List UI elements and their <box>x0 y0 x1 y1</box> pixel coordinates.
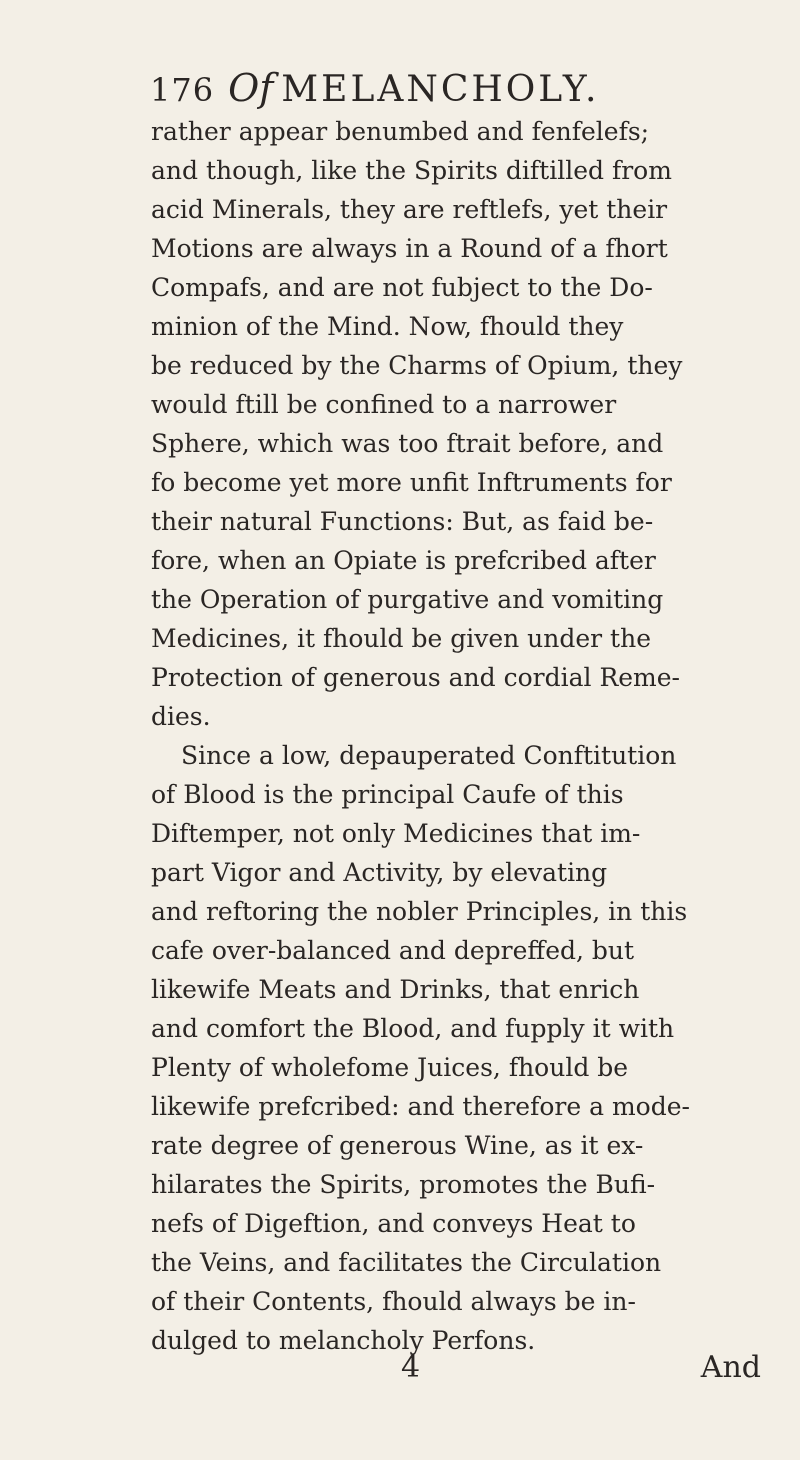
text-line: would ftill be confined to a narrower <box>151 390 617 419</box>
page-footer <box>151 1350 761 1410</box>
running-title: MELANCHOLY. <box>281 69 600 110</box>
running-title-prefix: Of <box>228 66 274 110</box>
text-line: Protection of generous and cordial Reme- <box>151 663 681 692</box>
text-line: Plenty of wholefome Juices, fhould be <box>151 1053 629 1082</box>
text-line: rate degree of generous Wine, as it ex- <box>151 1131 644 1160</box>
text-line: nefs of Digeftion, and conveys Heat to <box>151 1209 636 1238</box>
text-line: their natural Functions: But, as faid be- <box>151 507 654 536</box>
text-line: of their Contents, fhould always be in- <box>151 1287 636 1316</box>
text-line: be reduced by the Charms of Opium, they <box>151 351 683 380</box>
signature-mark: 4 <box>401 1350 421 1385</box>
text-line: and comfort the Blood, and fupply it with <box>151 1014 675 1043</box>
text-line: Diftemper, not only Medicines that im- <box>151 819 641 848</box>
text-line: fo become yet more unfit Inftruments for <box>151 468 672 497</box>
text-line: rather appear benumbed and fenfelefs; <box>151 117 650 146</box>
text-line: the Operation of purgative and vomiting <box>151 585 664 614</box>
text-line: fore, when an Opiate is prefcribed after <box>151 546 656 575</box>
text-line: of Blood is the principal Caufe of this <box>151 780 624 809</box>
paragraph-2 <box>151 736 761 1360</box>
text-line: and reftoring the nobler Principles, in this <box>151 897 688 926</box>
catchword: And <box>700 1350 761 1385</box>
text-line: likewife Meats and Drinks, that enrich <box>151 975 640 1004</box>
text-line: Motions are always in a Round of a fhort <box>151 234 668 263</box>
text-line: the Veins, and facilitates the Circulation <box>151 1248 662 1277</box>
text-line: cafe over-balanced and depreffed, but <box>151 936 635 965</box>
text-line: likewife prefcribed: and therefore a mode- <box>151 1092 690 1121</box>
text-line: dies. <box>151 702 211 731</box>
text-line: and though, like the Spirits diftilled from <box>151 156 672 185</box>
text-line: acid Minerals, they are reftlefs, yet their <box>151 195 668 224</box>
text-line: part Vigor and Activity, by elevating <box>151 858 608 887</box>
text-line: minion of the Mind. Now, fhould they <box>151 312 624 341</box>
paragraph-1 <box>151 112 761 736</box>
page-number: 176 <box>150 71 215 109</box>
text-line: Sphere, which was too ftrait before, and <box>151 429 664 458</box>
text-line: dulged to melancholy Perfons. <box>151 1326 536 1355</box>
text-line: Since a low, depauperated Conftitution <box>181 741 677 770</box>
text-line: Compafs, and are not fubject to the Do- <box>151 273 653 302</box>
text-line: Medicines, it fhould be given under the <box>151 624 651 653</box>
body-text <box>151 112 761 1360</box>
text-line: hilarates the Spirits, promotes the Bufi- <box>151 1170 656 1199</box>
